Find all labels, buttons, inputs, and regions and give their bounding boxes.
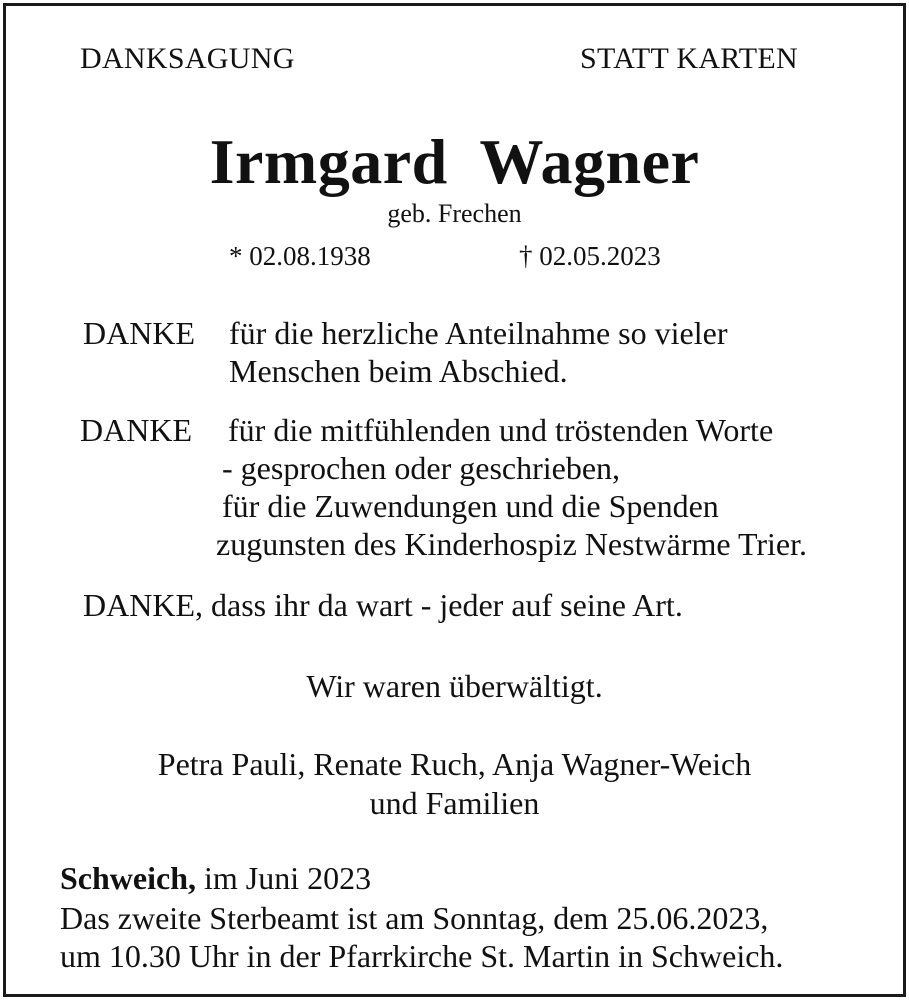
- death-date: † 02.05.2023: [519, 241, 661, 271]
- footer-line-2: um 10.30 Uhr in der Pfarrkirche St. Martin in Schweich.: [60, 938, 784, 974]
- thanks-2-line-2: - gesprochen oder geschrieben,: [222, 450, 621, 486]
- thanks-3: DANKE, dass ihr da wart - jeder auf seine Art.: [83, 587, 683, 623]
- footer-place: Schweich,: [60, 860, 196, 896]
- footer-date: im Juni 2023: [196, 860, 372, 896]
- thanks-1-lead: DANKE: [83, 315, 195, 351]
- thanks-2-line-4: zugunsten des Kinderhospiz Nestwärme Trier.: [216, 526, 808, 562]
- footer-line-1: Das zweite Sterbeamt ist am Sonntag, dem 25.06.2023,: [60, 900, 769, 936]
- thanks-2-lead: DANKE: [80, 412, 192, 448]
- thanks-2-line-3: für die Zuwendungen und die Spenden: [222, 488, 719, 524]
- signatory-families: und Familien: [369, 785, 540, 821]
- birth-date: * 02.08.1938: [229, 241, 371, 271]
- thanks-2-line-1: für die mitfühlenden und tröstenden Worte: [228, 412, 774, 448]
- thanks-1-line-2: Menschen beim Abschied.: [229, 353, 568, 389]
- footer-place-date: [60, 862, 371, 894]
- overwhelmed-line: Wir waren überwältigt.: [306, 668, 603, 704]
- thanks-1-line-1: für die herzliche Anteilnahme so vieler: [229, 315, 728, 351]
- header-statt-karten: STATT KARTEN: [580, 42, 799, 75]
- signatory-names: Petra Pauli, Renate Ruch, Anja Wagner-Weich: [157, 746, 752, 782]
- maiden-name: geb. Frechen: [387, 199, 522, 228]
- deceased-name: Irmgard Wagner: [209, 126, 700, 197]
- header-danksagung: DANKSAGUNG: [80, 42, 295, 75]
